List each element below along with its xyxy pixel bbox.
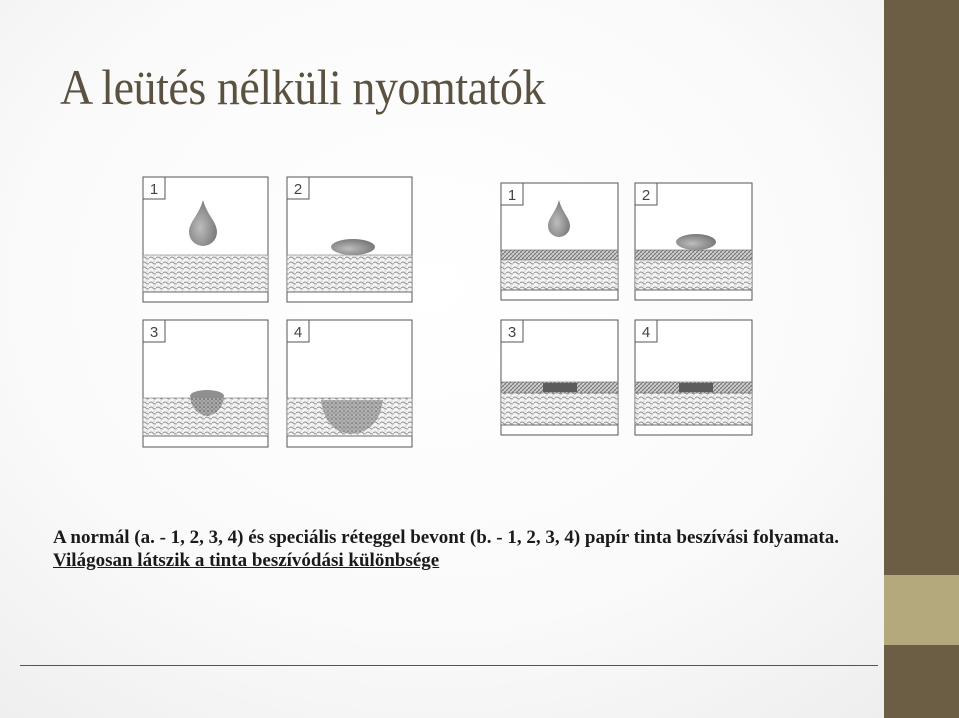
side-bar-light-band [884, 575, 959, 645]
ink-absorption-diagram [135, 170, 765, 460]
panel-label: 1 [149, 181, 159, 198]
caption-difference-note: Világosan látszik a tinta beszívódási különbsége [53, 550, 440, 571]
panel-coated-4 [635, 320, 752, 435]
side-bar-dark-top [884, 0, 959, 575]
panel-normal-3 [143, 320, 268, 447]
caption-process-description: A normál (a. - 1, 2, 3, 4) és speciális réteggel bevont (b. - 1, 2, 3, 4) papír tinta beszívási folyamata. [53, 527, 839, 548]
ink-spot-in-coating [679, 383, 713, 392]
panel-normal-1 [143, 177, 268, 302]
bottom-divider-line [20, 665, 878, 666]
panel-label: 2 [293, 181, 303, 198]
panel-coated-1 [501, 183, 618, 300]
ink-drop-spread-icon [331, 239, 375, 255]
panel-coated-3 [501, 320, 618, 435]
slide-caption [53, 526, 933, 572]
panel-normal-2 [287, 177, 412, 302]
panel-label: 4 [293, 324, 303, 341]
panel-label: 3 [507, 324, 517, 341]
slide-title: A leütés nélküli nyomtatók [60, 59, 546, 115]
panel-normal-4 [287, 320, 412, 447]
panel-label: 3 [149, 324, 159, 341]
side-bar-dark-bottom [884, 645, 959, 718]
panel-coated-2 [635, 183, 752, 300]
panel-label: 4 [641, 324, 651, 341]
ink-drop-spread-icon [676, 234, 716, 250]
ink-spot-in-coating [543, 383, 577, 392]
panel-label: 1 [507, 187, 517, 204]
decorative-side-bar [884, 0, 959, 718]
panel-label: 2 [641, 187, 651, 204]
